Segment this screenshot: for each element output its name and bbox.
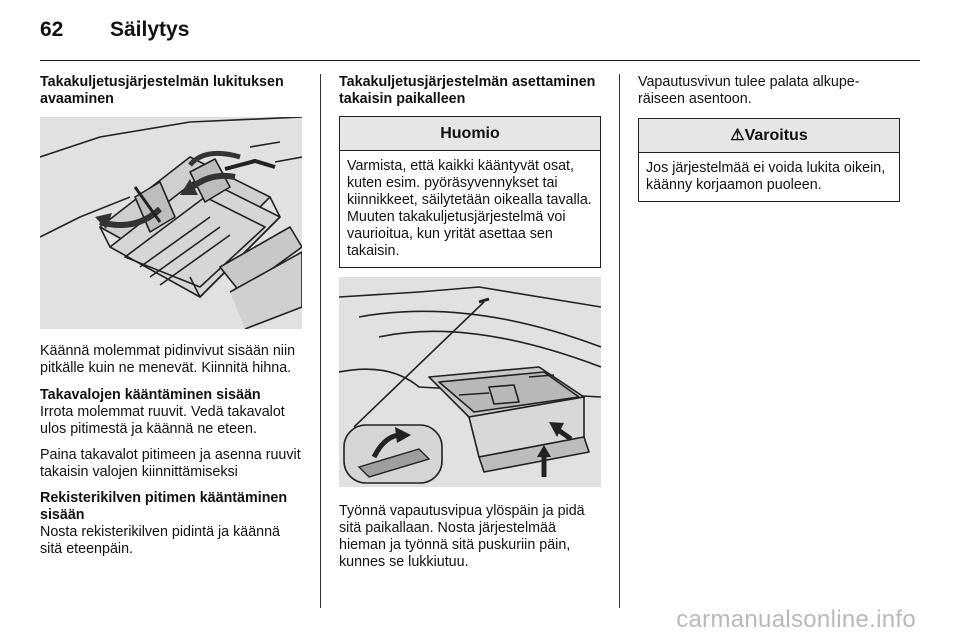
heading-unlock-carrier: Takakuljetusjärjestelmän lukituksen avaaminen [40, 74, 284, 107]
heading-taillights: Takavalojen kääntäminen sisään [40, 387, 261, 403]
instruction-lever-return: Vapautusvivun tulee palata alkuperäiseen asentoon. [638, 74, 860, 107]
warning-header [639, 119, 899, 153]
illustration-push-release-lever [339, 277, 601, 487]
instruction-license-plate: Nosta rekisterikilven pidintä ja käännä sitä eteenpäin. [40, 524, 280, 557]
heading-license-plate: Rekisterikilven pitimen kääntäminen sisään [40, 490, 288, 523]
instruction-taillights-remove: Irrota molemmat ruuvit. Vedä takavalot ulos pitimestä ja käännä ne eteen. [40, 404, 285, 437]
warning-title: Varoitus [744, 127, 808, 144]
warning-text: Jos järjestelmää ei voida lukita oikein, käänny korjaamon puoleen. [646, 160, 886, 193]
instruction-release-levers: Käännä molemmat pidinvivut sisään niin pitkälle kuin ne menevät. Kiinnitä hihna. [40, 343, 296, 376]
carrier-drawing [40, 117, 302, 329]
watermark: carmanualsonline.info [676, 606, 916, 633]
instruction-taillights-install: Paina takavalot pitimeen ja asenna ruuvit takaisin valojen kiinnittämiseksi [40, 447, 301, 480]
heading-reinstall-carrier: Takakuljetusjärjestelmän asettaminen takaisin paikalleen [339, 74, 596, 107]
header-rule [40, 60, 920, 61]
column-1 [40, 74, 302, 558]
column-3 [638, 74, 900, 202]
note-text: Varmista, että kaikki kääntyvät osat, kuten esim. pyöräsyvennykset tai kiinnikkeet, säilytetään oikealla tavalla. Muuten takakuljetusjärjestelmä voi vaurioitua, kun yrität asettaa sen takaisin. [347, 158, 592, 259]
illustration-release-levers [40, 117, 302, 329]
note-box [339, 116, 601, 268]
column-divider-2 [619, 74, 620, 608]
column-2 [339, 74, 601, 571]
page-title: Säilytys [110, 18, 190, 41]
column-divider-1 [320, 74, 321, 608]
page-number: 62 [40, 18, 64, 41]
note-title: Huomio [340, 117, 600, 151]
instruction-push-lever: Työnnä vapautusvipua ylöspäin ja pidä sitä paikallaan. Nosta järjestelmää hieman ja työnnä sitä puskuriin päin, kunnes se lukkiutuu. [339, 503, 585, 570]
page-header [40, 18, 189, 42]
warning-box [638, 118, 900, 202]
warning-icon: ⚠ [730, 127, 745, 144]
bumper-drawing [339, 277, 601, 487]
